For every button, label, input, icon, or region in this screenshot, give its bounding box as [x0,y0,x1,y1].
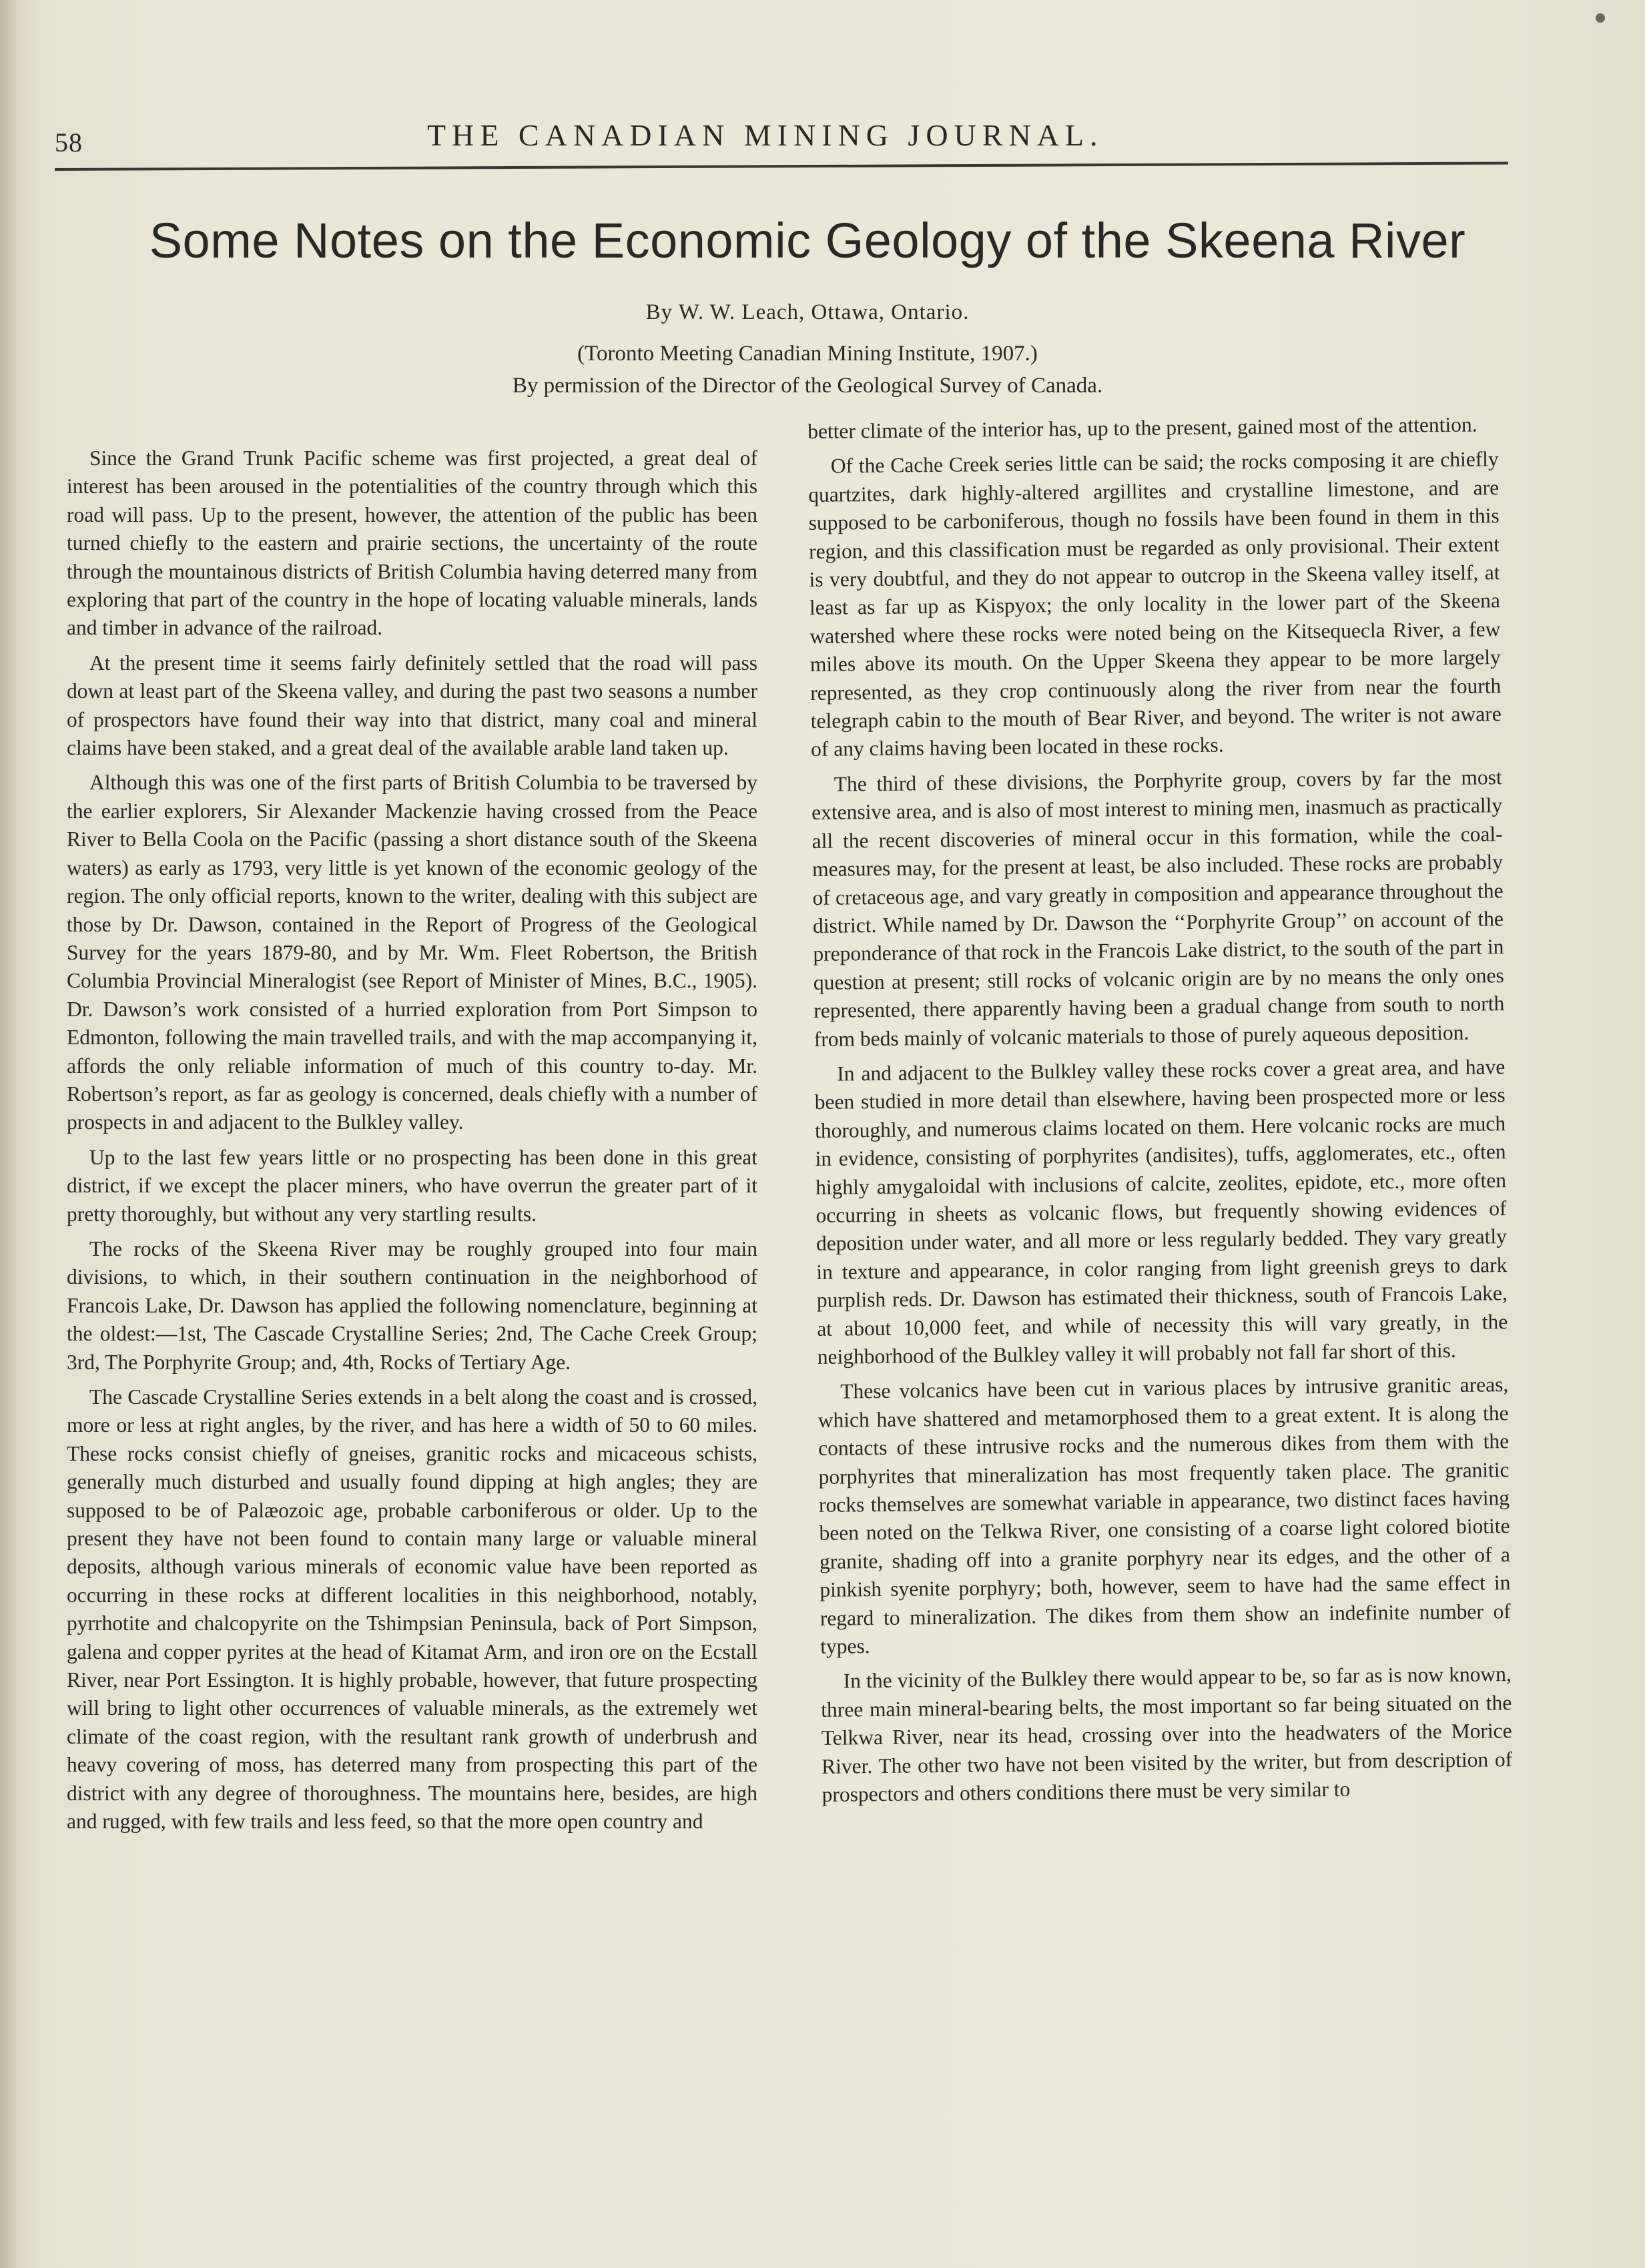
meeting-note: (Toronto Meeting Canadian Mining Institute, 1907.) [577,342,1038,366]
paragraph: In the vicinity of the Bulkley there would appear to be, so far as is now known, three main mineral-bearing belts, the most important so far being situated on the Telkwa River, near its head, crossing over into the headwaters of the Morice River. The other two have not been visited by the writer, but from description of prospectors and others conditions there must be very similar to [821,1662,1513,1806]
ink-spot [1596,13,1605,23]
left-column [67,444,757,2246]
paragraph: Although this was one of the first parts of British Columbia to be traversed by the earlier explorers, Sir Alexander Mackenzie having crossed from the Peace River to Bella Coola on the Pacific (passing a short distance south of the Skeena waters) as early as 1793, very little is yet known of the economic geology of the region. The only official reports, known to the writer, dealing with this subject are those by Dr. Dawson, contained in the Report of Progress of the Geological Survey for the years 1879-80, and by Mr. Wm. Fleet Robertson, the British Columbia Provincial Mineralogist (see Report of Minister of Mines, B.C., 1905). Dr. Dawson’s work consisted of a hurried exploration from Port Simpson to Edmonton, following the main travelled trails, and with the map accompanying it, affords the only reliable information of much of this country to-day. Mr. Robertson’s report, as far as geology is concerned, deals chiefly with a number of prospects in and adjacent to the Bulkley valley. [67,771,757,1134]
paragraph: Up to the last few years little or no prospecting has been done in this great district, if we except the placer miners, who have overrun the greater part of it pretty thoroughly, but without any very startling results. [67,1145,757,1226]
page-number: 58 [55,127,83,157]
paragraph: The rocks of the Skeena River may be roughly grouped into four main divisions, to which, in their southern continuation in the neighborhood of Francois Lake, Dr. Dawson has applied the following nomenclature, beginning at the oldest:—1st, The Cascade Crystalline Series; 2nd, The Cache Creek Group; 3rd, The Porphyrite Group; and, 4th, Rocks of Tertiary Age. [67,1236,757,1374]
permission-note: By permission of the Director of the Geological Survey of Canada. [512,374,1103,398]
article-byline: By W. W. Leach, Ottawa, Ontario. [645,300,970,324]
paragraph: Of the Cache Creek series little can be said; the rocks composing it are chiefly quartzites, dark highly-altered argillites and crystalline limestone, and are supposed to be carboniferous, though no fossils have been found in them in this region, and this classification must be regarded as only provisional. Their extent is very doubtful, and they do not appear to outcrop in the Skeena valley itself, at least as far up as Kispyox; the only locality in the lower part of the Skeena watershed where these rocks were noted being on the Kitsequecla River, a few miles above its mouth. On the Upper Skeena they appear to be more largely represented, as they crop continuously along the river from near the fourth telegraph cabin to the mouth of Bear River, and beyond. The writer is not aware of any claims having been located in these rocks. [808,447,1502,761]
binding-edge [0,0,16,2268]
paragraph: The third of these divisions, the Porphyrite group, covers by far the most extensive area, and is also of most interest to mining men, inasmuch as practically all the recent discoveries of mineral occur in this formation, while the coal-measures may, for the present at least, be also included. These rocks are probably of cretaceous age, and vary greatly in composition and appearance throughout the district. While named by Dr. Dawson the ‘‘Porphyrite Group’’ on account of the preponderance of that rock in the Francois Lake district, to the south of the part in question at present; still rocks of volcanic origin are by no means the only ones represented, there apparently having been a gradual change from south to north from beds mainly of volcanic materials to those of purely aqueous deposition. [811,765,1505,1051]
paragraph: better climate of the interior has, up to the present, gained most of the attention. [807,412,1477,443]
paragraph: At the present time it seems fairly definitely settled that the road will pass down at least part of the Skeena valley, and during the past two seasons a number of prospectors have found their way into that district, many coal and mineral claims have been staked, and a great deal of the available arable land taken up. [67,651,757,760]
article-title: Some Notes on the Economic Geology of the Skeena River [149,213,1466,268]
paragraph: The Cascade Crystalline Series extends in a belt along the coast and is crossed, more or less at right angles, by the river, and has here a width of 50 to 60 miles. These rocks consist chiefly of gneises, granitic rocks and micaceous schists, generally much disturbed and usually found dipping at high angles; they are supposed to be of Palæozoic age, probable carboniferous or older. Up to the present they have not been found to contain many large or valuable mineral deposits, although various minerals of economic value have been reported as occurring in these rocks at different localities in this neighborhood, notably, pyrrhotite and chalcopyrite on the Tshimpsian Peninsula, back of Port Simpson, galena and copper pyrites at the head of Kitamat Arm, and iron ore on the Ecstall River, near Port Essington. It is highly probable, however, that future prospecting will bring to light other occurrences of valuable minerals, as the extremely wet climate of the coast region, with the resultant rank growth of underbrush and heavy covering of moss, has deterred many from prospecting this part of the district with any degree of thoroughness. The mountains here, besides, are high and rugged, with few trails and less feed, so that the more open country and [67,1385,757,1834]
paragraph: Since the Grand Trunk Pacific scheme was first projected, a great deal of interest has been aroused in the potentialities of the country through which this road will pass. Up to the present, however, the attention of the public has been turned chiefly to the eastern and prairie sections, the uncertainty of the route through the mountainous districts of British Columbia having deterred many from exploring that part of the country in the hope of locating valuable minerals, lands and timber in advance of the railroad. [67,446,757,640]
paragraph: These volcanics have been cut in various places by intrusive granitic areas, which have shattered and metamorphosed them to a great extent. It is along the contacts of these intrusive rocks and the numerous dikes from them with the porphyrites that mineralization has most frequently taken place. The granitic rocks themselves are somewhat variable in appearance, two distinct faces having been noted on the Telkwa River, one consisting of a coarse light colored biotite granite, shading off into a granite porphyry near its edges, and the other of a pinkish syenite porphyry; both, however, seem to have had the same effect in regard to mineralization. The dikes from them show an indefinite number of types. [817,1373,1511,1658]
header-rule [55,161,1508,171]
journal-running-head: THE CANADIAN MINING JOURNAL. [427,118,1104,152]
paragraph: In and adjacent to the Bulkley valley these rocks cover a great area, and have been studied in more detail than elsewhere, having been prospected more or less thoroughly, and numerous claims located on them. Here volcanic rocks are much in evidence, consisting of porphyrites (andisites), tuffs, agglomerates, etc., often highly amygaloidal with inclusions of calcite, zeolites, epidote, etc., more often occurring in sheets as volcanic flows, but frequently showing evidences of deposition under water, and all more or less regularly bedded. They vary greatly in texture and appearance, in color ranging from light greenish greys to dark purplish reds. Dr. Dawson has estimated their thickness, south of Francois Lake, at about 10,000 feet, and while of necessity this will vary greatly, in the neighborhood of the Bulkley valley it will probably not fall far short of this. [814,1055,1508,1369]
right-column [807,410,1517,2219]
